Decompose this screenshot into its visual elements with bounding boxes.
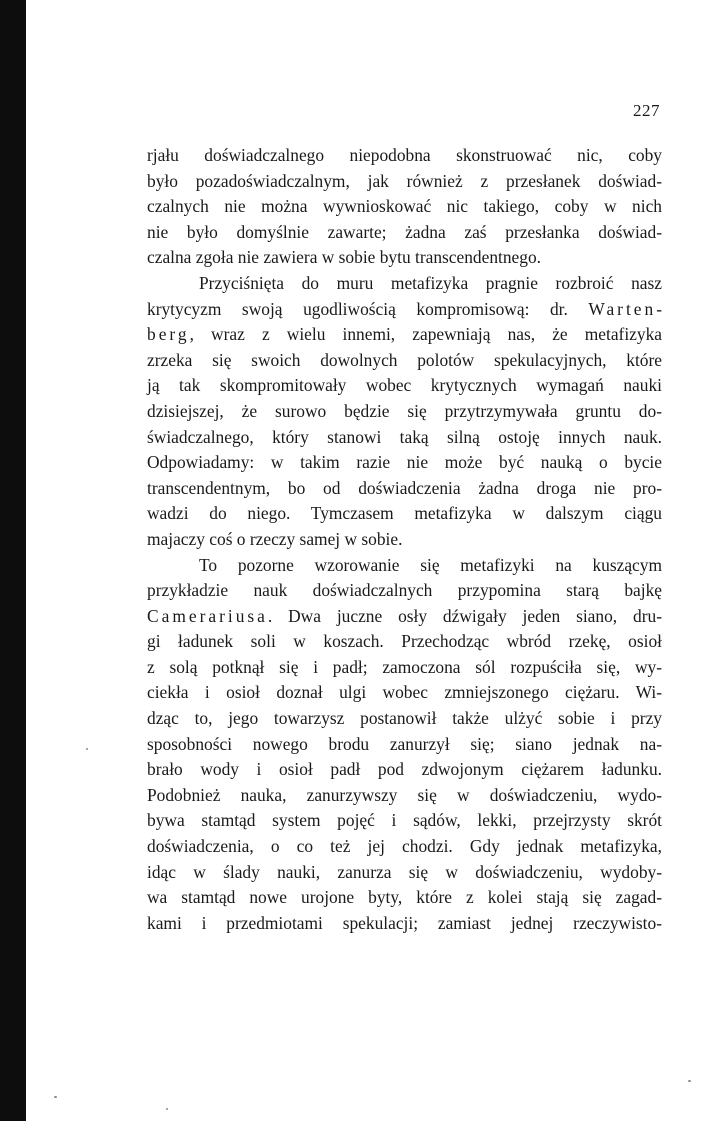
text-line: Camerariusa. Dwa juczne osły dźwigały jeden siano, dru- bbox=[147, 605, 662, 626]
text-line: nie było domyślnie zawarte; żadna zaś przesłanka doświad- bbox=[147, 221, 662, 242]
text-line: doświadczenia, o co też jej chodzi. Gdy jednak metafizyka, bbox=[147, 836, 662, 857]
scan-speck bbox=[54, 1096, 57, 1098]
text-line: świadczalnego, który stanowi taką silną ostoję innych nauk. bbox=[147, 426, 662, 447]
scan-speck bbox=[688, 1080, 691, 1082]
text-line: wadzi do niego. Tymczasem metafizyka w dalszym ciągu bbox=[147, 503, 662, 524]
text-line: gi ładunek soli w koszach. Przechodząc wbród rzekę, osioł bbox=[147, 631, 662, 652]
text-line: ją tak skompromitowały wobec krytycznych wymagań nauki bbox=[147, 375, 662, 396]
text-line: z solą potknął się i padł; zamoczona sól rozpuściła się, wy- bbox=[147, 656, 662, 677]
text-line: To pozorne wzorowanie się metafizyki na kuszącym bbox=[199, 554, 662, 575]
text-line: rjału doświadczalnego niepodobna skonstruować nic, coby bbox=[147, 145, 662, 165]
text-line: berg, wraz z wielu innemi, zapewniają nas, że metafizyka bbox=[147, 324, 662, 345]
scan-speck bbox=[166, 1108, 168, 1110]
text-line: było pozadoświadczalnym, jak również z przesłanek doświad- bbox=[147, 170, 662, 191]
scan-dark-edge bbox=[0, 0, 26, 1121]
spaced-name: Camerariusa bbox=[147, 605, 268, 626]
text-line: Przyciśnięta do muru metafizyka pragnie rozbroić nasz bbox=[199, 272, 662, 293]
text-line: Odpowiadamy: w takim razie nie może być nauką o bycie bbox=[147, 452, 662, 473]
text-line: zrzeka się swoich dowolnych polotów spekulacyjnych, które bbox=[147, 349, 662, 370]
body-text bbox=[147, 143, 662, 936]
book-page bbox=[26, 0, 720, 1121]
text-line: transcendentnym, bo od doświadczenia żadna droga nie pro- bbox=[147, 477, 662, 498]
page-number: 227 bbox=[633, 101, 660, 120]
text-line: dzisiejszej, że surowo będzie się przytrzymywała gruntu do- bbox=[147, 400, 662, 421]
text-line: bywa stamtąd system pojęć i sądów, lekki, przejrzysty skrót bbox=[147, 810, 662, 831]
text-line: przykładzie nauk doświadczalnych przypomina starą bajkę bbox=[147, 580, 662, 601]
text-line: ciekła i osioł doznał ulgi wobec zmniejszonego ciężaru. Wi- bbox=[147, 682, 662, 703]
text-line: sposobności nowego brodu zanurzył się; siano jednak na- bbox=[147, 733, 662, 754]
text-line: krytycyzm swoją ugodliwością kompromisową: dr. Warten- bbox=[147, 298, 662, 319]
text-line: wa stamtąd nowe urojone byty, które z kolei stają się zagad- bbox=[147, 887, 662, 908]
text-line: majaczy coś o rzeczy samej w sobie. bbox=[147, 528, 403, 549]
scan-speck bbox=[86, 748, 88, 750]
text-line: dząc to, jego towarzysz postanowił także ulżyć sobie i przy bbox=[147, 708, 662, 729]
spaced-name: Warten bbox=[588, 298, 657, 319]
text-line: kami i przedmiotami spekulacji; zamiast jednej rzeczywisto- bbox=[147, 912, 662, 933]
text-line: brało wody i osioł padł pod zdwojonym ciężarem ładunku. bbox=[147, 759, 662, 780]
text-line: Podobnież nauka, zanurzywszy się w doświadczeniu, wydo- bbox=[147, 784, 662, 805]
text-line: czalnych nie można wywnioskować nic takiego, coby w nich bbox=[147, 196, 662, 217]
text-line: czalna zgoła nie zawiera w sobie bytu transcendentnego. bbox=[147, 247, 542, 268]
spaced-name: berg bbox=[147, 324, 190, 345]
text-line: idąc w ślady nauki, zanurza się w doświadczeniu, wydoby- bbox=[147, 861, 662, 882]
